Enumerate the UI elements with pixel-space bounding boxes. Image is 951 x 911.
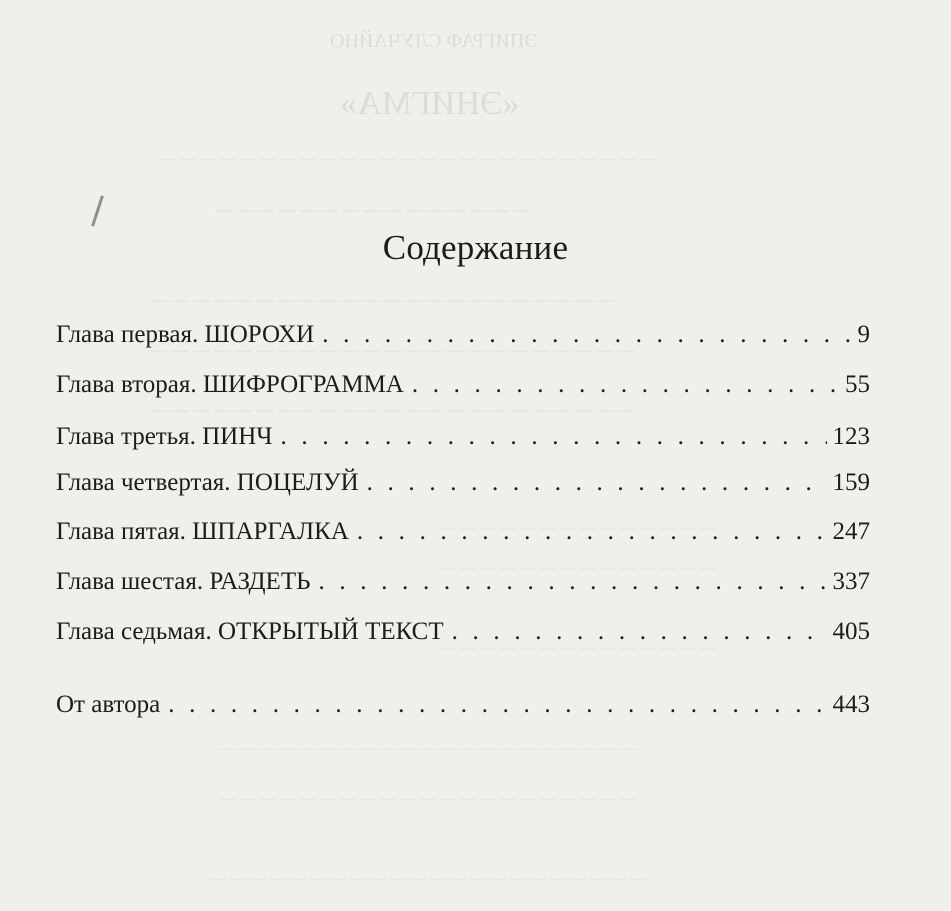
toc-entry[interactable] bbox=[56, 315, 870, 355]
toc-entry-title: Глава пятая. ШПАРГАЛКА bbox=[56, 518, 349, 545]
dot-leader bbox=[168, 685, 826, 725]
toc-entry-page-number: 55 bbox=[845, 371, 870, 398]
toc-entry-page-number: 247 bbox=[832, 518, 870, 545]
toc-entry-title: Глава третья. ПИНЧ bbox=[56, 423, 273, 450]
dot-leader bbox=[412, 365, 839, 405]
toc-entry-title: Глава вторая. ШИФРОГРАММА bbox=[56, 371, 404, 398]
toc-entry[interactable] bbox=[56, 417, 870, 457]
toc-entry[interactable] bbox=[56, 463, 870, 503]
dot-leader bbox=[322, 315, 851, 355]
pencil-mark bbox=[91, 195, 104, 226]
toc-entry[interactable] bbox=[56, 512, 870, 552]
toc-entry[interactable] bbox=[56, 365, 870, 405]
bleed-through-background: ЭПИГРАФ СЛУЧАЙНО «ЭНИГМА» — — — — — — — — — — — — — — — — — — — — — — — — — — — — — — — — — — — — — — — — — — — — — — — — — — — — — — — — — — — — — — — — — — — — — — — — — — — — — — — — — — — — — — — — — — — — — — — — — — — — — — — — — — — — — — — — — — — — — — — — — — — — — — — — — — — — — — — — — — — — — — — — — — — — — — — — — — — — — — — — — — — — — — — — — — — — — — — — — — — — — — — — — — — — — — — — — — — — — — — — — — — — — — — — — — — — — — bbox=[150, 30, 716, 887]
dot-leader bbox=[318, 562, 826, 602]
toc-entry-page-number: 9 bbox=[857, 321, 870, 348]
toc-entry-page-number: 159 bbox=[832, 469, 870, 496]
toc-entry-title: Глава седьмая. ОТКРЫТЫЙ ТЕКСТ bbox=[56, 618, 444, 645]
toc-entry[interactable] bbox=[56, 612, 870, 652]
dot-leader bbox=[452, 612, 827, 652]
toc-entry-afterword[interactable] bbox=[56, 685, 870, 725]
toc-entry-page-number: 123 bbox=[832, 423, 870, 450]
toc-entry-title: Глава четвертая. ПОЦЕЛУЙ bbox=[56, 469, 359, 496]
page-title: Содержание bbox=[382, 228, 569, 267]
dot-leader bbox=[367, 463, 827, 503]
toc-entry-title: От автора bbox=[56, 691, 161, 718]
toc-entry-page-number: 405 bbox=[832, 618, 870, 645]
dot-leader bbox=[357, 512, 827, 552]
toc-entry-title: Глава шестая. РАЗДЕТЬ bbox=[56, 568, 311, 595]
dot-leader bbox=[281, 417, 827, 457]
toc-entry-page-number: 443 bbox=[832, 691, 870, 718]
toc-entry-title: Глава первая. ШОРОХИ bbox=[56, 321, 315, 348]
toc-entry-page-number: 337 bbox=[832, 568, 870, 595]
toc-entry[interactable] bbox=[56, 562, 870, 602]
